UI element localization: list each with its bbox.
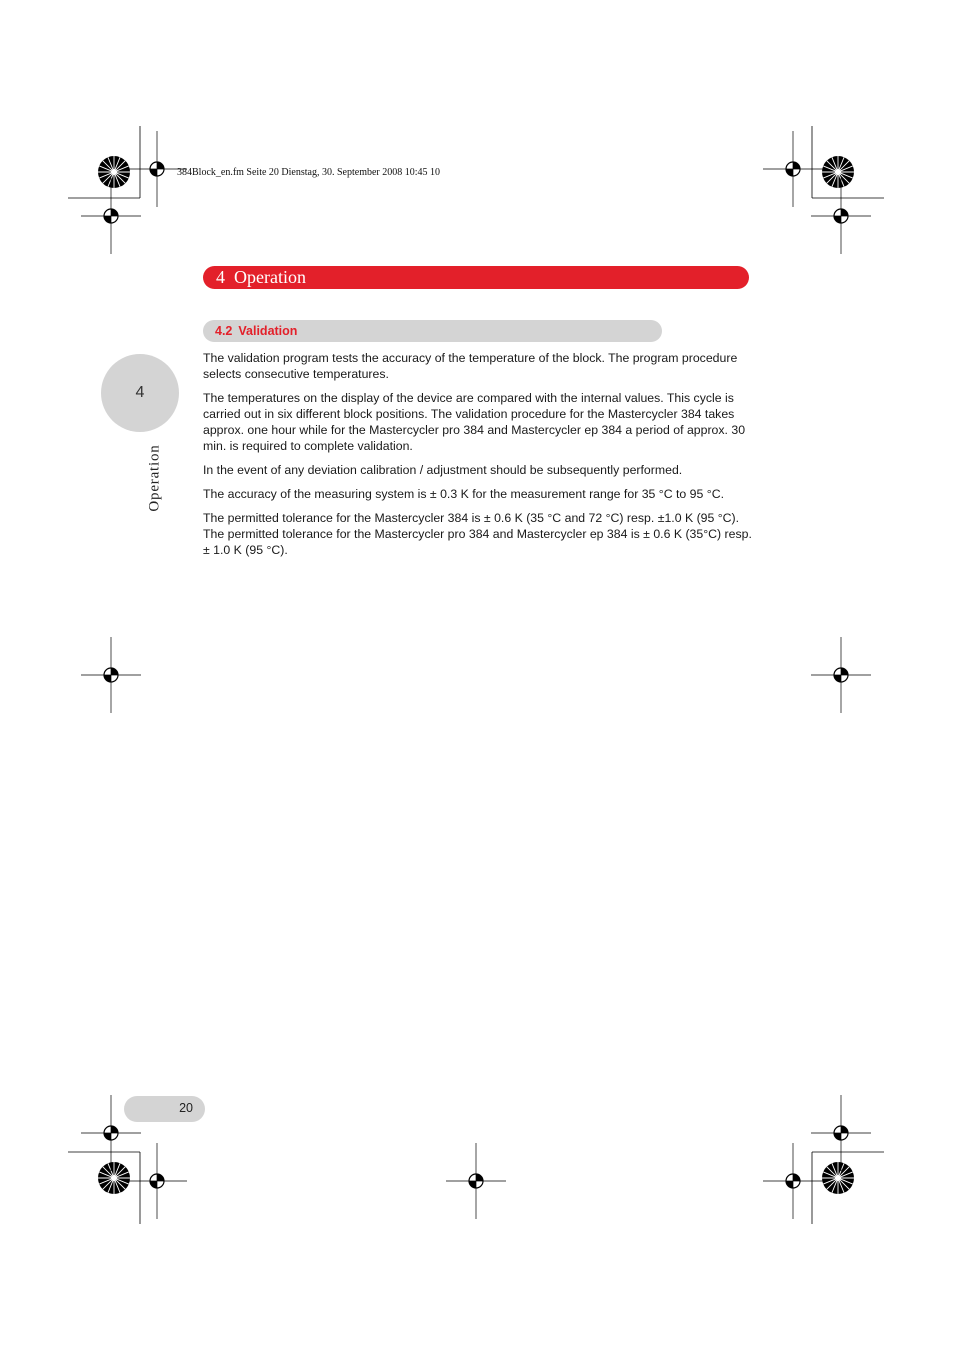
side-chapter-tab: [101, 354, 179, 432]
paragraph: The permitted tolerance for the Mastercycler pro 384 and Mastercycler ep 384 is ± 0.6 K (35°C) resp. ± 1.0 K (95 °C).: [203, 527, 752, 557]
side-chapter-number: 4: [135, 384, 145, 401]
paragraph: The accuracy of the measuring system is ± 0.3 K for the measurement range for 35 °C to 95 °C.: [203, 487, 724, 501]
paragraph: The temperatures on the display of the device are compared with the internal values. This cycle is carried out in six different block positions. The validation procedure for the Mastercycler 384 takes approx. one hour while for the Mastercycler pro 384 and Mastercycler ep 384 a period of approx. 30 min. is required to complete validation.: [203, 391, 746, 453]
section-heading-bar: [203, 320, 662, 342]
paragraph: The validation program tests the accuracy of the temperature of the block. The program procedure selects consecutive temperatures.: [203, 351, 738, 381]
print-header: 384Block_en.fm Seite 20 Dienstag, 30. September 2008 10:45 10: [177, 167, 441, 178]
page-number: 20: [179, 1101, 193, 1115]
section-number: 4.2: [215, 324, 233, 338]
side-chapter-label: Operation: [146, 444, 163, 512]
chapter-number: 4: [216, 267, 225, 287]
chapter-title: Operation: [234, 267, 306, 287]
paragraph: The permitted tolerance for the Mastercycler 384 is ± 0.6 K (35 °C and 72 °C) resp. ±1.0 K (95 °C).: [203, 511, 740, 525]
paragraph: In the event of any deviation calibration / adjustment should be subsequently performed.: [203, 463, 683, 477]
chapter-heading-bar: [203, 266, 749, 289]
body-text: [203, 350, 755, 566]
section-title: Validation: [238, 324, 298, 338]
page-number-tab: [124, 1096, 205, 1122]
